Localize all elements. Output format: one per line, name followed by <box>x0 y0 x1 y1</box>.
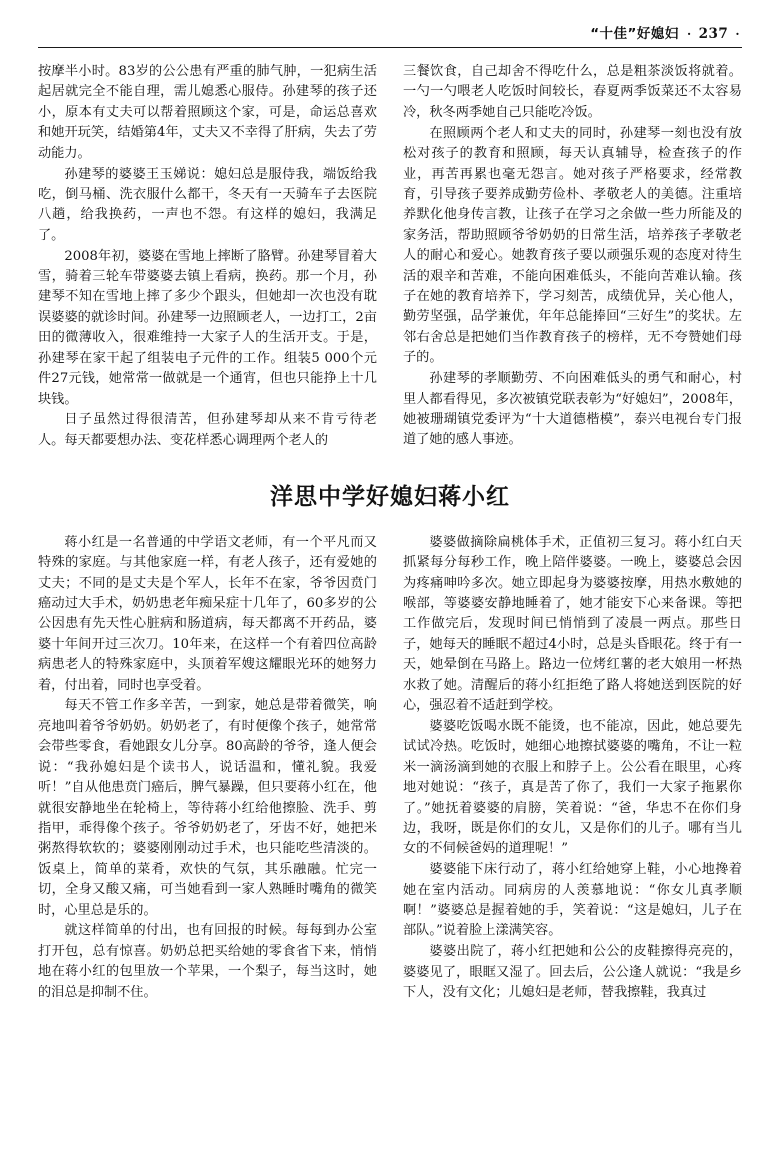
paragraph: 每天不管工作多辛苦，一到家，她总是带着微笑，响亮地叫着爷爷奶奶。奶奶老了，有时便像个孩子，她常常会带些零食，看她跟女儿分享。80高龄的爷爷，逢人便会说：“我孙媳妇是个读书人，说话温和，懂礼貌。我爱听！”自从他患贲门癌后，脾气暴躁，但只要蒋小红在，他就很安静地坐在轮椅上，等待蒋小红给他擦脸、洗手、剪指甲，乖得像个孩子。爷爷奶奶老了，牙齿不好，她把米粥熬得软软的；婆婆刚刚动过手术，也只能吃些清淡的。饭桌上，简单的菜肴，欢快的气氛，其乐融融。忙完一切，全身又酸又痛，可当她看到一家人熟睡时嘴角的微笑时，心里总是乐的。 <box>38 698 377 918</box>
paragraph: 孙建琴的婆婆王玉娣说：媳妇总是服侍我，端饭给我吃，倒马桶、洗衣服什么都干，冬天有一天骑车子去医院八趟，给我换药，一声也不怨。有这样的媳妇，我满足了。 <box>38 166 377 243</box>
paragraph: 蒋小红是一名普通的中学语文老师，有一个平凡而又特殊的家庭。与其他家庭一样，有老人孩子，还有爱她的丈夫；不同的是丈夫是个军人，长年不在家，爷爷因贲门癌动过大手术，奶奶患老年痴呆症十几年了，60多岁的公公因患有先天性心脏病和肠道病，每天都离不开药品，婆婆十年间开过三次刀。10年来，在这样一个有着四位高龄病患老人的特殊家庭中，头顶着军嫂这耀眼光环的她努力着，付出着，同时也享受着。 <box>38 534 377 693</box>
paragraph: 婆婆做摘除扁桃体手术，正值初三复习。蒋小红白天抓紧每分每秒工作，晚上陪伴婆婆。一晚上，婆婆总会因为疼痛呻吟多次。她立即起身为婆婆按摩，用热水敷她的喉部，等婆婆安静地睡着了，她才能安下心来备课。等把工作做完后，发现时间已悄悄到了凌晨一两点。那些日子，她每天的睡眠不超过4小时，总是头昏眼花。终于有一天，她晕倒在马路上。路边一位烤红薯的老大娘用一杯热水救了她。清醒后的蒋小红拒绝了路人将她送到医院的好心，强忍着不适赶到学校。 <box>403 534 742 713</box>
article-two-columns <box>38 533 742 1004</box>
paragraph: 就这样简单的付出，也有回报的时候。每每到办公室打开包，总有惊喜。奶奶总把买给她的零食省下来，悄悄地在蒋小红的包里放一个苹果，一个梨子，每当这时，她的泪总是抑制不住。 <box>38 923 377 1000</box>
running-head <box>38 22 742 47</box>
running-head-title: “十佳”好媳妇 <box>590 26 679 42</box>
article-one-columns <box>38 62 742 452</box>
header-divider <box>38 47 742 48</box>
paragraph: 2008年初，婆婆在雪地上摔断了胳臂。孙建琴冒着大雪，骑着三轮车带婆婆去镇上看病，换药。那一个月，孙建琴不知在雪地上摔了多少个跟头，但她却一次也没有耽误婆婆的就诊时间。孙建琴一边照顾老人，一边打工，2亩田的微薄收入，很难维持一大家子人的生活开支。于是，孙建琴在家干起了组装电子元件的工作。组装5 000个元件27元钱，她常常一做就是一个通宵，但也只能挣上十几块钱。 <box>38 248 377 407</box>
article-one-right-column <box>403 62 742 451</box>
paragraph: 孙建琴的孝顺勤劳、不向困难低头的勇气和耐心，村里人都看得见，多次被镇党联表彰为“好媳妇”，2008年，她被珊瑚镇党委评为“十大道德楷模”，泰兴电视台专门报道了她的感人事迹。 <box>403 371 742 448</box>
paragraph: 婆婆能下床行动了，蒋小红给她穿上鞋，小心地搀着她在室内活动。同病房的人羡慕地说：“你女儿真孝顺啊！”婆婆总是握着她的手，笑着说：“这是媳妇，儿子在部队。”说着脸上漾满笑容。 <box>403 862 742 939</box>
paragraph: 日子虽然过得很清苦，但孙建琴却从来不肯亏待老人。每天都要想办法、变花样悉心调理两个老人的 <box>38 412 377 448</box>
running-head-separator: · <box>686 27 692 41</box>
article-one-left-column <box>38 62 377 452</box>
paragraph: 三餐饮食，自己却舍不得吃什么，总是粗茶淡饭将就着。一勺一勺喂老人吃饭时间较长，春夏两季饭菜还不太容易冷，秋冬两季她自己只能吃冷饭。 <box>403 64 742 120</box>
paragraph: 按摩半小时。83岁的公公患有严重的肺气肿，一犯病生活起居就完全不能自理，需儿媳悉心服侍。孙建琴的孩子还小，原本有丈夫可以帮着照顾这个家，可是，命运总喜欢和她开玩笑，结婚第4年，丈夫又不幸得了肝病，失去了劳动能力。 <box>38 64 377 161</box>
paragraph: 婆婆吃饭喝水既不能烫，也不能凉，因此，她总要先试试冷热。吃饭时，她细心地擦拭婆婆的嘴角，不让一粒米一滴汤滴到她的衣服上和脖子上。公公看在眼里，心疼地对她说：“孩子，真是苦了你了，我们一大家子拖累你了。”她抚着婆婆的肩膀，笑着说：“爸，华忠不在你们身边，我呀，既是你们的女儿，又是你们的儿子。哪有当儿女的不伺候爸妈的道理呢！” <box>403 718 742 857</box>
article-two-right-column <box>403 533 742 1004</box>
article-two-title: 洋思中学好媳妇蒋小红 <box>270 483 510 510</box>
article-two-left-column <box>38 533 377 1004</box>
paragraph: 在照顾两个老人和丈夫的同时，孙建琴一刻也没有放松对孩子的教育和照顾，每天认真辅导，检查孩子的作业，再苦再累也毫无怨言。她对孩子严格要求，经常教育，引导孩子要养成勤劳俭朴、孝敬老人的美德。注重培养默化他身传言教，让孩子在学习之余做一些力所能及的家务活，帮助照顾爷爷奶奶的日常生活，培养孩子孝敬老人的耐心和爱心。她教育孩子要以顽强乐观的态度对待生活的艰辛和苦难，不能向困难低头，不能向苦难认输。孩子在她的教育培养下，学习刻苦，成绩优异，关心他人，勤劳坚强，品学兼优，年年总能捧回“三好生”的奖状。左邻右舍总是把她们当作教育孩子的榜样，无不夸赞她们母子的。 <box>403 125 742 366</box>
page-number: 237 <box>698 26 729 42</box>
paragraph: 婆婆出院了，蒋小红把她和公公的皮鞋擦得亮亮的，婆婆见了，眼眶又湿了。回去后，公公逢人就说：“我是乡下人，没有文化；儿媳妇是老师，替我擦鞋，我真过 <box>403 944 742 1001</box>
running-head-trailing-dot: · <box>735 27 740 41</box>
